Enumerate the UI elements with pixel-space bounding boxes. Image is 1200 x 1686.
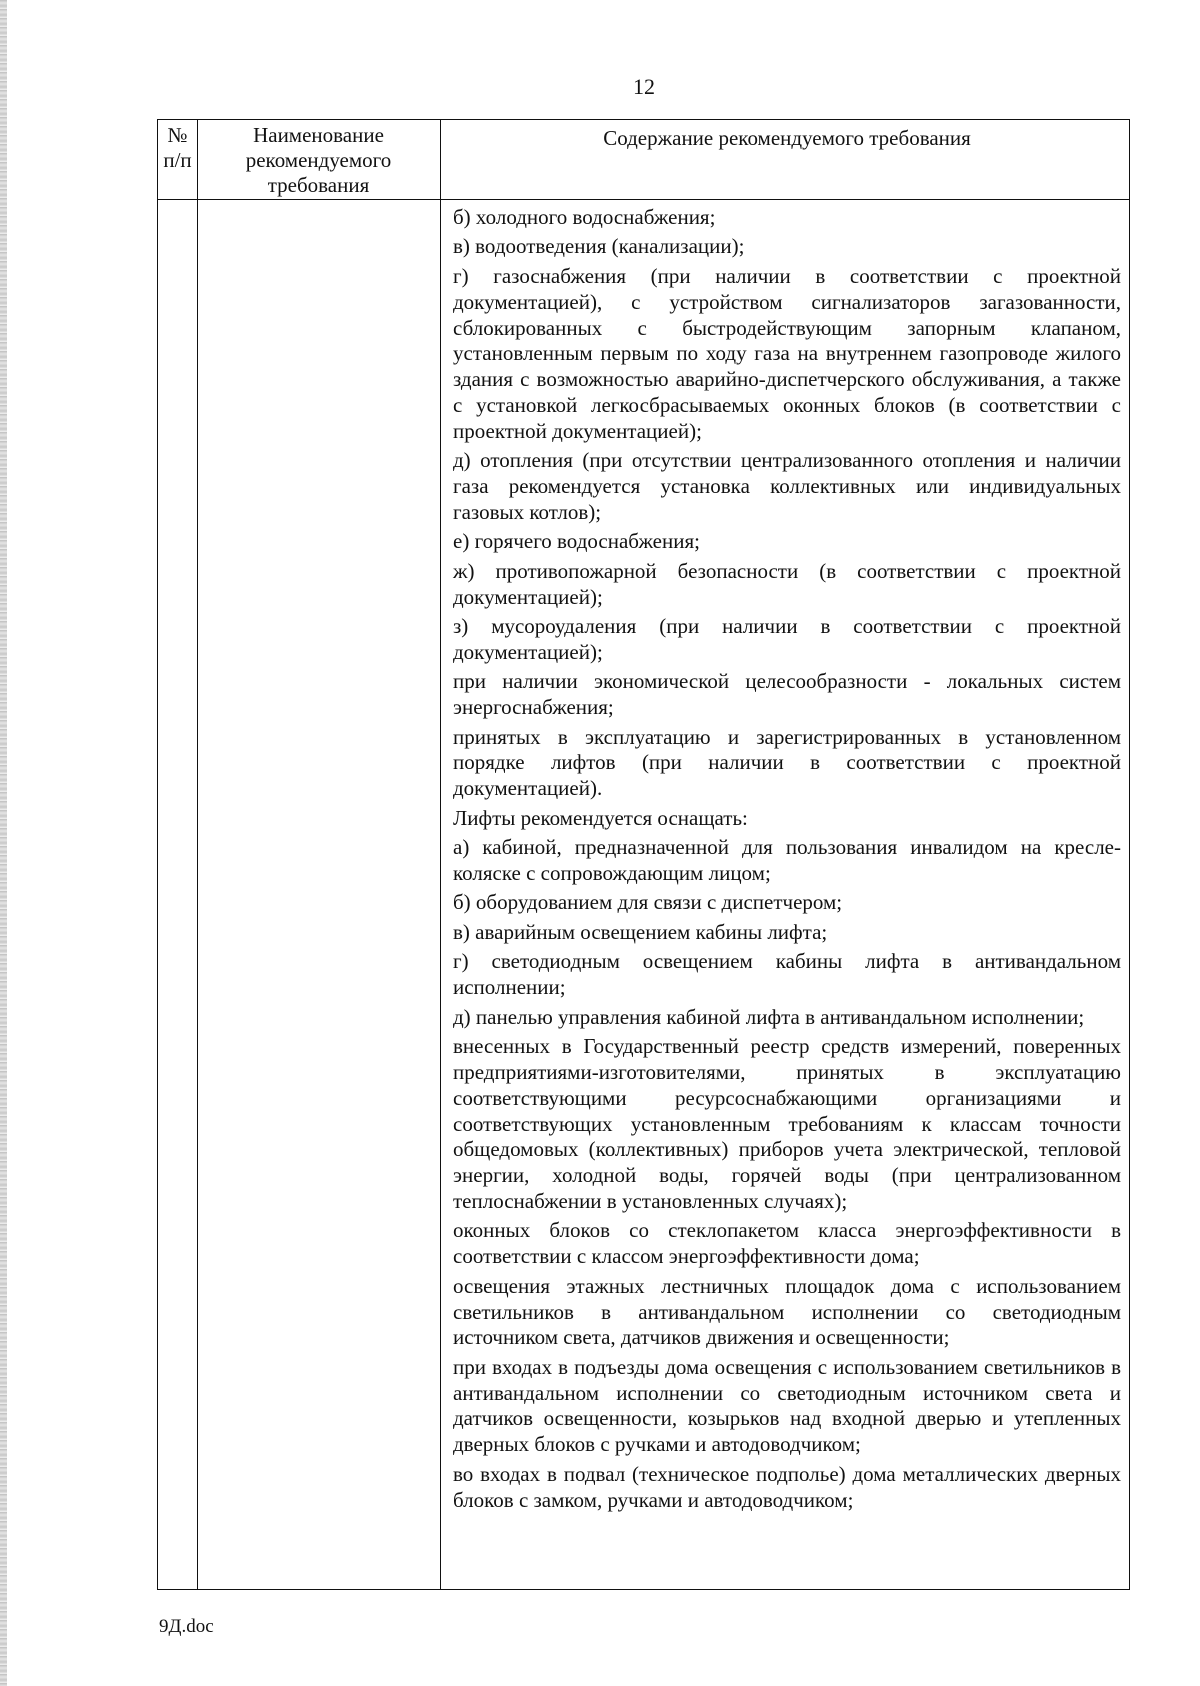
paragraph: ж) противопожарной безопасности (в соответствии с проектной документацией); xyxy=(453,558,1121,609)
scan-edge-artifact xyxy=(0,0,7,1686)
requirements-table xyxy=(157,119,1130,1590)
paragraph: в) аварийным освещением кабины лифта; xyxy=(453,919,828,944)
paragraph: при входах в подъезды дома освещения с использованием светильников в антивандальном исполнении со светодиодным источником света и датчиков освещенности, козырьков над входной дверью и утепленных дверных блоков с ручками и автодоводчиком; xyxy=(453,1354,1121,1457)
column-divider-1 xyxy=(197,120,198,1589)
paragraph: е) горячего водоснабжения; xyxy=(453,529,700,554)
header-requirement-name: Наименование рекомендуемого требования xyxy=(245,123,392,197)
column-divider-2 xyxy=(440,120,441,1589)
paragraph: д) отопления (при отсутствии централизованного отопления и наличии газа рекомендуется установка коллективных или индивидуальных газовых котлов); xyxy=(453,448,1121,524)
paragraph: внесенных в Государственный реестр средств измерений, поверенных предприятиями-изготовителями, принятых в эксплуатацию соответствующими ресурсоснабжающими организациями и соответствующих установленным требованиям к классам точности общедомовых (коллективных) приборов учета электрической, тепловой энергии, холодной воды, горячей воды (при централизованном теплоснабжении в установленных случаях); xyxy=(453,1034,1121,1213)
paragraph: при наличии экономической целесообразности - локальных систем энергоснабжения; xyxy=(453,669,1121,720)
requirement-content-cell xyxy=(453,205,1121,1517)
paragraph: д) панелью управления кабиной лифта в антивандальном исполнении; xyxy=(453,1004,1085,1029)
footer-filename: 9Д.doc xyxy=(159,1616,214,1637)
paragraph: а) кабиной, предназначенной для пользования инвалидом на кресле-коляске с сопровождающим лицом; xyxy=(453,835,1121,885)
paragraph: г) светодиодным освещением кабины лифта в антивандальном исполнении; xyxy=(453,949,1121,1000)
paragraph: г) газоснабжения (при наличии в соответствии с проектной документацией), с устройством сигнализаторов загазованности, сблокированных с быстродействующим запорным клапаном, установленным первым по ходу газа на внутреннем газопроводе жилого здания с возможностью аварийно-диспетчерского обслуживания, а также с установкой легкосбрасываемых оконных блоков (в соответствии с проектной документацией); xyxy=(453,263,1121,443)
paragraph: принятых в эксплуатацию и зарегистрированных в установленном порядке лифтов (при наличии в соответствии с проектной документацией). xyxy=(453,724,1121,801)
header-divider xyxy=(158,199,1129,200)
paragraph: б) оборудованием для связи с диспетчером; xyxy=(453,890,843,915)
paragraph: з) мусороудаления (при наличии в соответствии с проектной документацией); xyxy=(453,614,1121,664)
header-requirement-content: Содержание рекомендуемого требования xyxy=(603,126,971,150)
paragraph: во входах в подвал (техническое подполье) дома металлических дверных блоков с замком, ручками и автодоводчиком; xyxy=(453,1461,1121,1512)
paragraph: Лифты рекомендуется оснащать: xyxy=(453,805,748,830)
page-number: 12 xyxy=(633,74,655,99)
paragraph: б) холодного водоснабжения; xyxy=(453,205,716,229)
paragraph: освещения этажных лестничных площадок дома с использованием светильников в антивандальном исполнении со светодиодным источником света, датчиков движения и освещенности; xyxy=(453,1273,1121,1350)
paragraph: оконных блоков со стеклопакетом класса энергоэффективности в соответствии с классом энергоэффективности дома; xyxy=(453,1218,1121,1269)
paragraph: в) водоотведения (канализации); xyxy=(453,234,745,259)
header-number: № п/п xyxy=(163,123,192,172)
